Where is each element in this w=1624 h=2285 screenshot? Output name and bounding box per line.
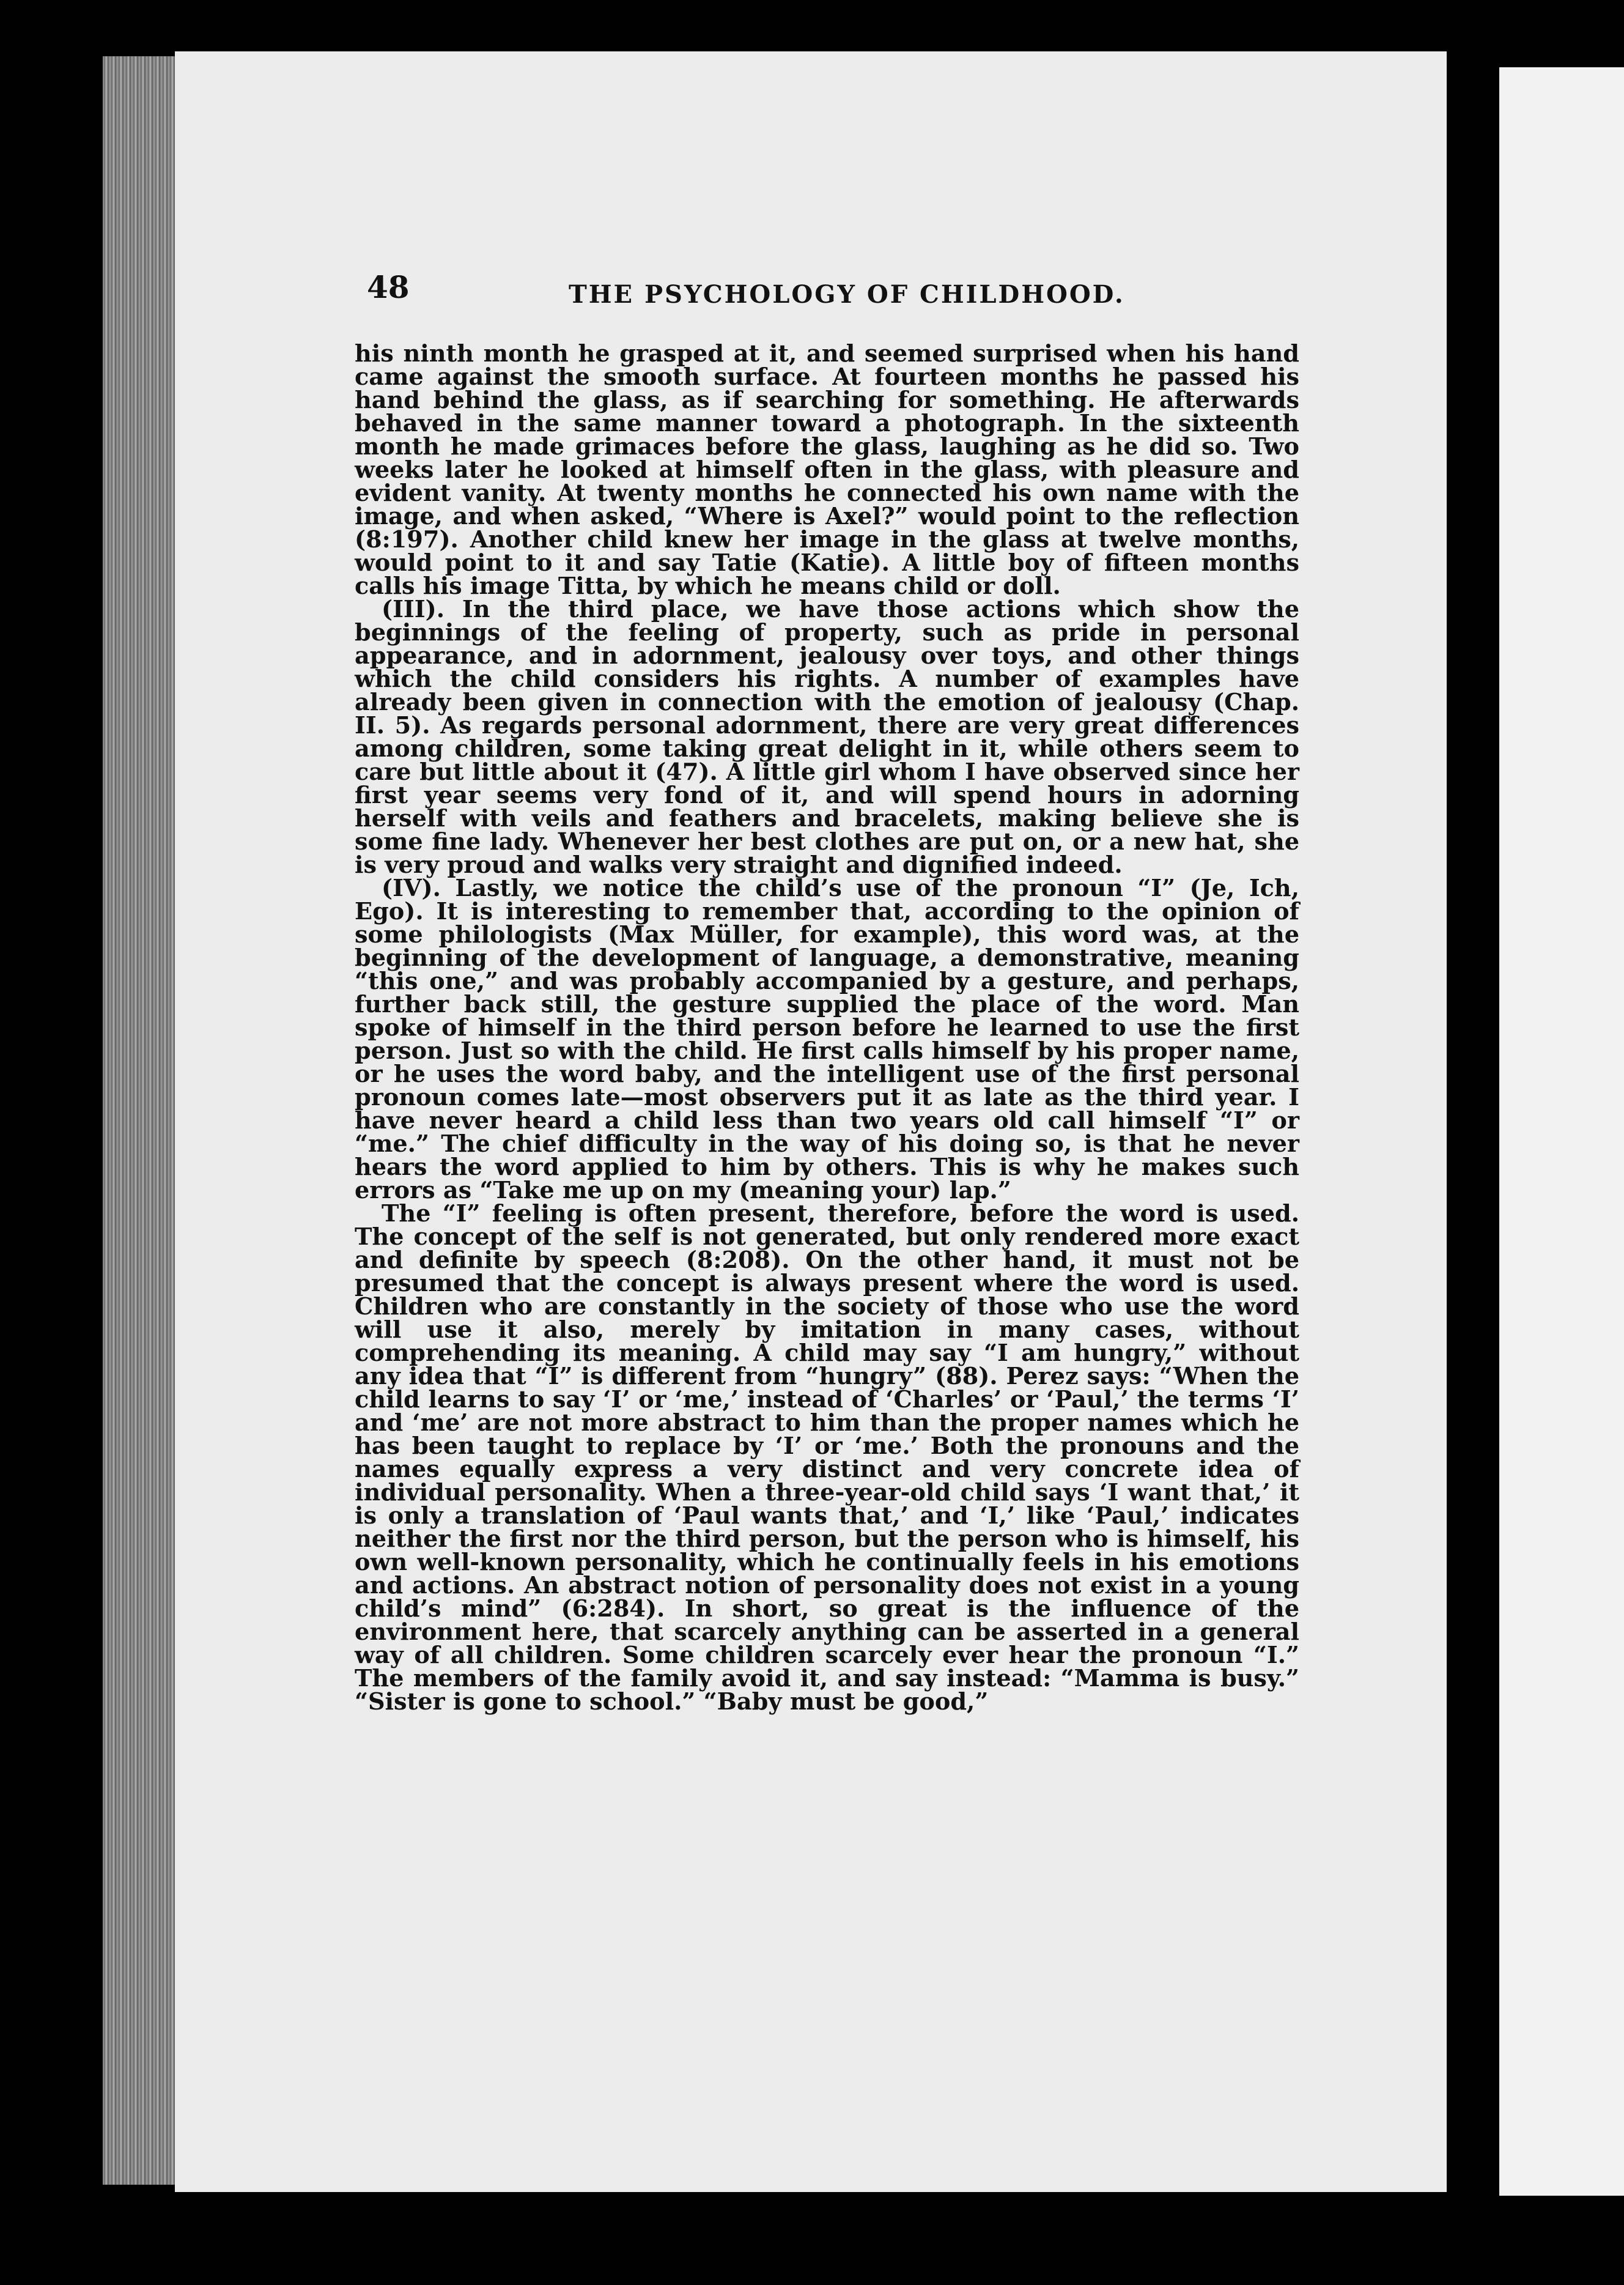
book-spine-edge	[103, 56, 179, 2185]
paragraph: his ninth month he grasped at it, and seemed surprised when his hand came against the smooth surface. At fourteen months he passed his hand behind the glass, as if searching for something. He afterwards behaved in the same manner toward a photograph. In the sixteenth month he made grimaces before the glass, laughing as he did so. Two weeks later he looked at himself often in the glass, with pleasure and evident vanity. At twenty months he connected his own name with the image, and when asked, “Where is Axel?” would point to the reflection (8:197). Another child knew her image in the glass at twelve months, would point to it and say Tatie (Katie). A little boy of fifteen months calls his image Titta, by which he means child or doll.	[355, 340, 1299, 600]
paragraph: The “I” feeling is often present, therefore, before the word is used. The concept of the self is not generated, but only rendered more exact and definite by speech (8:208). On the other hand, it must not be presumed that the concept is always present where the word is used. Children who are constantly in the society of those who use the word will use it also, merely by imitation in many cases, without comprehending its meaning. A child may say “I am hungry,” without any idea that “I” is different from “hungry” (88). Perez says: “When the child learns to say ‘I’ or ‘me,’ instead of ‘Charles’ or ‘Paul,’ the terms ‘I’ and ‘me’ are not more abstract to him than the proper names which he has been taught to replace by ‘I’ or ‘me.’ Both the pronouns and the names equally express a very distinct and very concrete idea of individual personality. When a three-year-old child says ‘I want that,’ it is only a translation of ‘Paul wants that,’ and ‘I,’ like ‘Paul,’ indicates neither the first nor the third person, but the person who is himself, his own well-known personality, which he continually feels in his emotions and actions. An abstract notion of personality does not exist in a young child’s mind” (6:284). In short, so great is the influence of the environment here, that scarcely anything can be asserted in a general way of all children. Some children scarcely ever hear the pronoun “I.” The members of the family avoid it, and say instead: “Mamma is busy.” “Sister is gone to school.” “Baby must be good,”	[355, 1200, 1299, 1716]
page-header	[367, 269, 1321, 318]
running-head: THE PSYCHOLOGY OF CHILDHOOD.	[569, 280, 1125, 309]
body-text	[355, 340, 1299, 1716]
paragraph: (III). In the third place, we have those actions which show the beginnings of the feeling of property, such as pride in personal appearance, and in adornment, jealousy over toys, and other things which the child considers his rights. A number of examples have already been given in connection with the emotion of jealousy (Chap. II. 5). As regards personal adornment, there are very great differences among children, some taking great delight in it, while others seem to care but little about it (47). A little girl whom I have observed since her first year seems very fond of it, and will spend hours in adorning herself with veils and feathers and bracelets, making believe she is some fine lady. Whenever her best clothes are put on, or a new hat, she is very proud and walks very straight and dignified indeed.	[355, 596, 1299, 879]
page-number: 48	[367, 269, 410, 305]
facing-page-edge	[1499, 67, 1624, 2196]
paragraph: (IV). Lastly, we notice the child’s use of the pronoun “I” (Je, Ich, Ego). It is interesting to remember that, according to the opinion of some philologists (Max Müller, for example), this word was, at the beginning of the development of language, a demonstrative, meaning “this one,” and was probably accompanied by a gesture, and perhaps, further back still, the gesture supplied the place of the word. Man spoke of himself in the third person before he learned to use the first person. Just so with the child. He first calls himself by his proper name, or he uses the word baby, and the intelligent use of the first personal pronoun comes late—most observers put it as late as the third year. I have never heard a child less than two years old call himself “I” or “me.” The chief difficulty in the way of his doing so, is that he never hears the word applied to him by others. This is why he makes such errors as “Take me up on my (meaning your) lap.”	[355, 875, 1299, 1204]
